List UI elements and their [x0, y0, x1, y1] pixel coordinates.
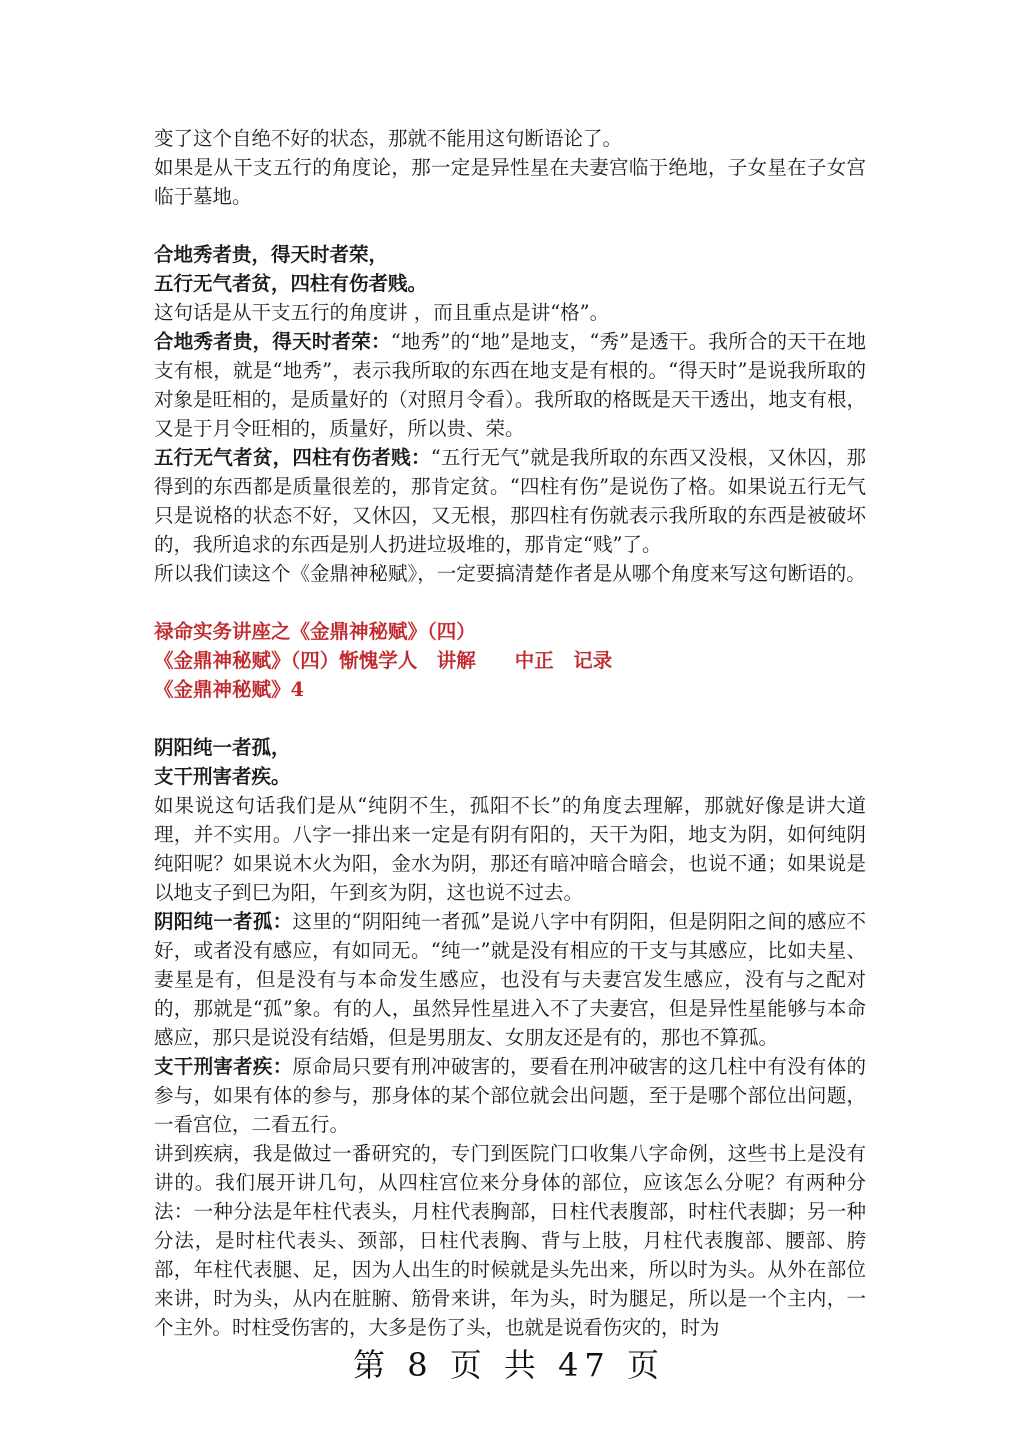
page-body: [154, 124, 866, 1342]
paragraph-text: 原命局只要有刑冲破害的，要看在刑冲破害的这几柱中有没有体的参与，如果有体的参与，那身体的某个部位就会出问题，至于是哪个部位出问题，一看宫位，二看五行。: [154, 1055, 866, 1136]
verse-heading: [154, 733, 866, 762]
paragraph: 这句话是从干支五行的角度讲 ，而且重点是讲“格”。: [154, 301, 610, 324]
spacer: [154, 704, 866, 733]
paragraph-text: “五行无气”就是我所取的东西又没根，又休囚，那得到的东西都是质量很差的，那肯定贫。“四柱有伤”是说伤了格。如果说五行无气只是说格的状态不好，又休囚，又无根，那四柱有伤就表示我所取的东西是被破坏的，我所追求的东西是别人扔进垃圾堆的，那肯定“贱”了。: [154, 446, 866, 556]
paragraph: 变了这个自绝不好的状态，那就不能用这句断语论了。: [154, 127, 623, 150]
section-subtitle: 《金鼎神秘赋》4: [154, 678, 305, 701]
verse-heading: [154, 240, 866, 269]
verse-line: 阴阳纯一者孤，: [154, 736, 291, 759]
paragraph-text: 这里的“阴阳纯一者孤”是说八字中有阴阳，但是阴阳之间的感应不好，或者没有感应，有如同无。“纯一”就是没有相应的干支与其感应，比如夫星、妻星是有，但是没有与本命发生感应，也没有与夫妻宫发生感应，没有与之配对的，那就是“孤”象。有的人，虽然异性星进入不了夫妻宫，但是异性星能够与本命感应，那只是说没有结婚，但是男朋友、女朋友还是有的，那也不算孤。: [154, 910, 866, 1049]
paragraph: [154, 327, 866, 443]
paragraph: 所以我们读这个《金鼎神秘赋》，一定要搞清楚作者是从哪个角度来写这句断语的。: [154, 562, 866, 585]
spacer: [154, 588, 866, 617]
verse-line: 支干刑害者疾。: [154, 765, 291, 788]
paragraph: 如果是从干支五行的角度论，那一定是异性星在夫妻宫临于绝地，子女星在子女宫临于墓地。: [154, 156, 866, 208]
paragraph-text: “地秀”的“地”是地支，“秀”是透干。我所合的天干在地支有根，就是“地秀”，表示我所取的东西在地支是有根的。“得天时”是说我所取的对象是旺相的，是质量好的（对照月令看）。我所取的格既是天干透出，地支有根，又是于月令旺相的，质量好，所以贵、荣。: [154, 330, 866, 440]
verse-heading: [154, 762, 866, 791]
paragraph: [154, 443, 866, 559]
paragraph-lead: 五行无气者贫，四柱有伤者贱：: [154, 446, 431, 469]
paragraph-lead: 阴阳纯一者孤：: [154, 910, 293, 933]
paragraph: 如果说这句话我们是从“纯阴不生，孤阳不长”的角度去理解，那就好像是讲大道理，并不实用。八字一排出来一定是有阴有阳的，天干为阳，地支为阴，如何纯阴纯阳呢？如果说木火为阳，金水为阴，那还有暗冲暗合暗会，也说不通；如果说是以地支子到巳为阳，午到亥为阴，这也说不过去。: [154, 794, 866, 904]
paragraph: [154, 1052, 866, 1139]
section-title: 禄命实务讲座之《金鼎神秘赋》（四）: [154, 620, 476, 643]
verse-heading: [154, 269, 866, 298]
section-subtitle: 《金鼎神秘赋》（四）惭愧学人 讲解 中正 记录: [154, 649, 613, 672]
paragraph: 讲到疾病，我是做过一番研究的，专门到医院门口收集八字命例，这些书上是没有讲的。我们展开讲几句，从四柱宫位来分身体的部位，应该怎么分呢？有两种分法：一种分法是年柱代表头，月柱代表胸部，日柱代表腹部，时柱代表脚；另一种分法，是时柱代表头、颈部，日柱代表胸、背与上肢，月柱代表腹部、腰部、胯部，年柱代表腿、足，因为人出生的时候就是头先出来，所以时为头。从外在部位来讲，时为头，从内在脏腑、筋骨来讲，年为头，时为腿足，所以是一个主内，一个主外。时柱受伤害的，大多是伤了头，也就是说看伤灾的，时为: [154, 1142, 866, 1339]
page-number: 第 8 页 共 47 页: [353, 1346, 665, 1384]
paragraph-lead: 支干刑害者疾：: [154, 1055, 293, 1078]
verse-line: 五行无气者贫，四柱有伤者贱。: [154, 272, 428, 295]
verse-line: 合地秀者贵，得天时者荣，: [154, 243, 389, 266]
paragraph: [154, 907, 866, 1052]
spacer: [154, 211, 866, 240]
paragraph-lead: 合地秀者贵，得天时者荣：: [154, 330, 391, 353]
